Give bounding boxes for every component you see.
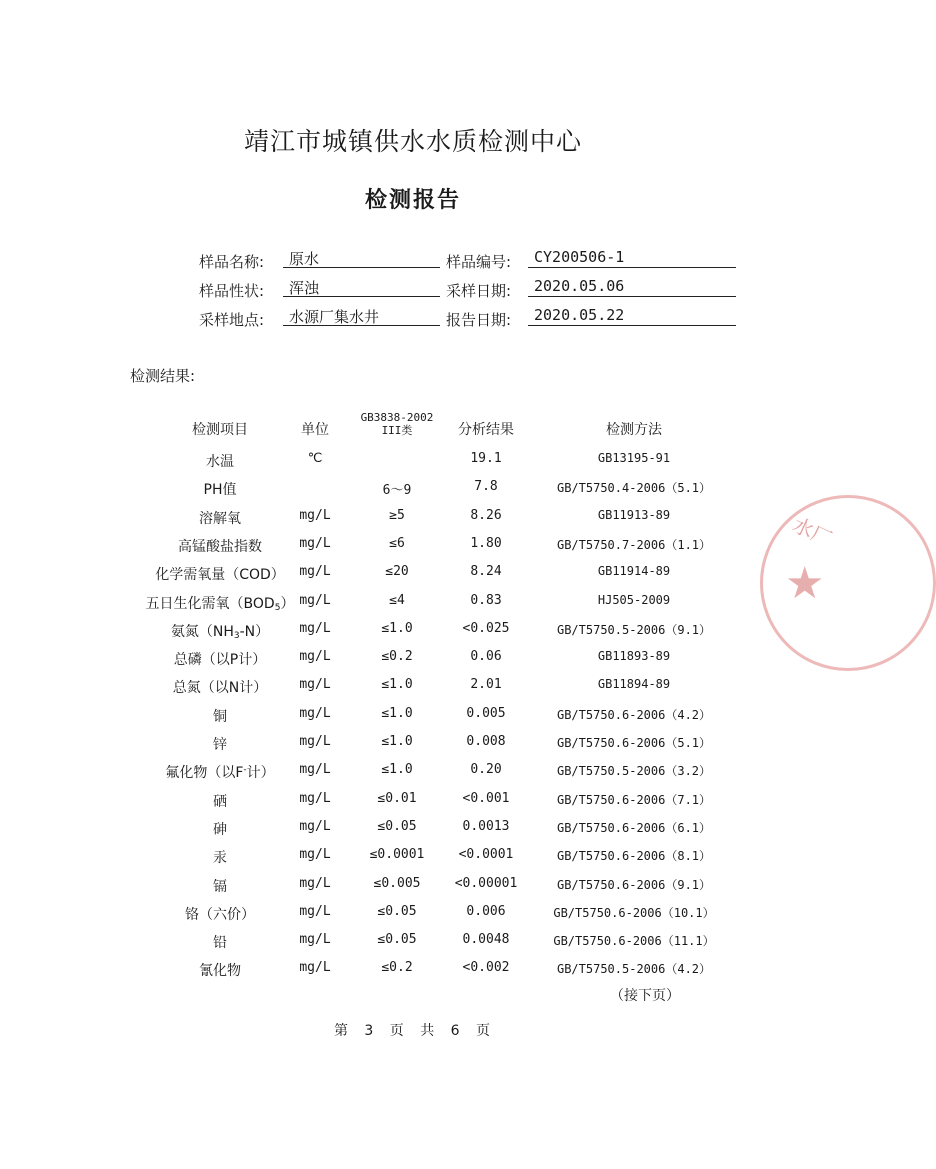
cell-unit: mg/L xyxy=(299,847,331,863)
header-unit: 单位 xyxy=(301,422,329,438)
cell-item-text: 氨氮（NH xyxy=(170,623,234,640)
cell-result: 0.20 xyxy=(470,762,502,778)
cell-unit: mg/L xyxy=(299,903,331,919)
page-footer: 第 3 页 共 6 页 xyxy=(333,1023,493,1039)
cell-method: GB11914-89 xyxy=(597,564,671,579)
cell-standard: ≤1.0 xyxy=(381,705,413,721)
cell-unit: mg/L xyxy=(299,649,331,665)
cell-unit: mg/L xyxy=(299,705,331,721)
table-row xyxy=(0,536,826,564)
sample-number-value: CY200506-1 xyxy=(528,248,736,268)
cell-result: 0.06 xyxy=(470,649,502,665)
cell-standard: ≤4 xyxy=(389,592,405,608)
cell-method: GB/T5750.6-2006（4.2） xyxy=(556,707,712,722)
seal-text: 水厂 xyxy=(789,512,836,552)
cell-result: 0.0013 xyxy=(462,818,510,834)
sample-name-value: 原水 xyxy=(283,248,440,268)
sampling-location-value: 水源厂集水井 xyxy=(283,306,440,326)
report-title: 检测报告 xyxy=(364,188,461,213)
cell-item: 铬（六价） xyxy=(185,906,255,923)
cell-method: GB/T5750.6-2006（8.1） xyxy=(556,849,712,864)
cell-item-text: 氟化物（以F xyxy=(165,765,244,782)
cell-method: GB/T5750.6-2006（11.1） xyxy=(553,934,715,949)
official-seal xyxy=(760,495,936,671)
cell-unit: mg/L xyxy=(299,875,331,891)
table-row xyxy=(0,621,826,649)
report-date-label: 报告日期: xyxy=(446,311,512,329)
sample-state-value: 浑浊 xyxy=(283,277,440,297)
table-row xyxy=(0,734,826,762)
cell-standard: ≤0.005 xyxy=(373,875,421,891)
table-row xyxy=(0,593,826,621)
table-row xyxy=(0,706,826,734)
table-row xyxy=(0,847,826,875)
cell-result: 8.26 xyxy=(470,507,502,523)
cell-method: GB11893-89 xyxy=(597,649,671,664)
cell-method: GB/T5750.4-2006（5.1） xyxy=(556,481,712,496)
cell-result: 8.24 xyxy=(470,564,502,580)
cell-item-subscript: 3 xyxy=(233,630,240,641)
cell-item: 氰化物 xyxy=(199,963,241,980)
table-row xyxy=(0,677,826,705)
cell-method: GB/T5750.5-2006（3.2） xyxy=(556,764,712,779)
cell-method: GB13195-91 xyxy=(597,451,671,465)
table-row xyxy=(0,819,826,847)
table-row xyxy=(0,762,826,790)
cell-result: <0.0001 xyxy=(458,847,514,863)
sampling-date-value: 2020.05.06 xyxy=(528,277,736,297)
cell-item: 砷 xyxy=(213,821,227,838)
header-result: 分析结果 xyxy=(458,422,514,438)
cell-unit: mg/L xyxy=(299,762,331,778)
cell-result: 0.008 xyxy=(466,734,506,749)
cell-unit: mg/L xyxy=(299,932,331,948)
cell-method: GB/T5750.6-2006（5.1） xyxy=(556,736,712,750)
cell-method: GB/T5750.6-2006（7.1） xyxy=(556,792,712,807)
cell-result: <0.025 xyxy=(462,620,510,636)
cell-item-text: -N） xyxy=(239,623,270,640)
cell-method: GB11894-89 xyxy=(597,677,671,692)
table-row xyxy=(0,451,826,479)
results-label: 检测结果: xyxy=(130,367,196,385)
cell-unit: mg/L xyxy=(299,592,331,608)
cell-standard: ≤0.01 xyxy=(377,790,417,806)
cell-method: GB/T5750.6-2006（9.1） xyxy=(556,877,712,892)
cell-method: GB/T5750.6-2006（6.1） xyxy=(556,820,712,835)
cell-standard: 6～9 xyxy=(382,483,412,499)
cell-unit: mg/L xyxy=(299,734,331,749)
cell-standard: ≤1.0 xyxy=(381,734,413,749)
cell-unit: mg/L xyxy=(299,960,331,976)
cell-item: 镉 xyxy=(213,878,227,895)
cell-item: 铅 xyxy=(213,935,227,952)
cell-method: GB/T5750.5-2006（4.2） xyxy=(556,962,712,977)
sample-state-label: 样品性状: xyxy=(199,282,265,300)
cell-item: 汞 xyxy=(213,850,227,867)
cell-result: 19.1 xyxy=(470,451,502,466)
table-row xyxy=(0,791,826,819)
table-row xyxy=(0,649,826,677)
cell-result: <0.00001 xyxy=(454,875,518,891)
cell-unit: mg/L xyxy=(299,564,331,580)
cell-standard: ≤0.05 xyxy=(377,932,417,948)
cell-unit: mg/L xyxy=(299,677,331,693)
table-row xyxy=(0,876,826,904)
cell-item: 铜 xyxy=(213,708,227,725)
cell-unit: mg/L xyxy=(299,507,331,523)
cell-item: 总磷（以P计） xyxy=(173,652,267,669)
cell-standard: ≤6 xyxy=(389,535,405,551)
cell-standard: ≤0.05 xyxy=(377,903,417,919)
cell-method: GB/T5750.6-2006（10.1） xyxy=(553,905,715,920)
cell-result: 1.80 xyxy=(470,535,502,551)
cell-item-text: ） xyxy=(280,595,295,612)
cell-item: 硒 xyxy=(213,793,227,810)
table-row xyxy=(0,904,826,932)
header-standard-line1: GB3838-2002 xyxy=(360,411,434,424)
cell-standard: ≥5 xyxy=(389,507,405,523)
cell-result: 0.0048 xyxy=(462,932,510,948)
sample-name-label: 样品名称: xyxy=(199,253,265,271)
header-method: 检测方法 xyxy=(606,422,662,438)
cell-method: GB/T5750.5-2006（9.1） xyxy=(556,622,712,637)
sampling-date-label: 采样日期: xyxy=(446,282,512,300)
cell-result: 0.006 xyxy=(466,903,506,919)
cell-method: GB11913-89 xyxy=(597,507,671,522)
organization-title: 靖江市城镇供水水质检测中心 xyxy=(243,127,582,156)
cell-unit: mg/L xyxy=(299,620,331,636)
table-row xyxy=(0,508,826,536)
cell-result: 0.005 xyxy=(466,705,506,721)
cell-standard: ≤0.2 xyxy=(381,960,413,976)
cell-item: 化学需氧量（COD） xyxy=(155,567,285,584)
header-item: 检测项目 xyxy=(192,422,248,438)
cell-item: 水温 xyxy=(206,454,234,470)
cell-standard: ≤1.0 xyxy=(381,762,413,778)
cell-item: 锌 xyxy=(213,737,227,753)
cell-item: PH值 xyxy=(203,482,237,499)
cell-result: 7.8 xyxy=(474,479,498,495)
cell-item-subscript: 5 xyxy=(274,602,281,613)
cell-item: 溶解氧 xyxy=(199,510,241,527)
table-row xyxy=(0,960,826,988)
cell-item: 总氮（以N计） xyxy=(172,680,268,697)
cell-unit: ℃ xyxy=(307,451,323,466)
cell-method: HJ505-2009 xyxy=(597,592,671,607)
cell-standard: ≤1.0 xyxy=(381,620,413,636)
table-row xyxy=(0,479,826,507)
cell-item: 高锰酸盐指数 xyxy=(178,538,262,555)
table-row xyxy=(0,932,826,960)
cell-result: <0.001 xyxy=(462,790,510,806)
cell-result: 0.83 xyxy=(470,592,502,608)
table-row xyxy=(0,564,826,592)
cell-standard: ≤20 xyxy=(385,564,409,580)
star-icon: ★ xyxy=(785,558,825,609)
sample-number-label: 样品编号: xyxy=(446,253,512,271)
cell-item-text: 计） xyxy=(246,765,275,782)
cell-unit: mg/L xyxy=(299,790,331,806)
cell-unit: mg/L xyxy=(299,818,331,834)
cell-standard: ≤1.0 xyxy=(381,677,413,693)
cell-standard: ≤0.0001 xyxy=(369,847,425,863)
cell-unit: mg/L xyxy=(299,535,331,551)
cell-result: 2.01 xyxy=(470,677,502,693)
header-standard-line2: III类 xyxy=(381,424,413,437)
cell-method: GB/T5750.7-2006（1.1） xyxy=(556,537,712,552)
cell-item-superscript: - xyxy=(243,765,247,776)
cell-result: <0.002 xyxy=(462,960,510,976)
report-date-value: 2020.05.22 xyxy=(528,306,736,326)
sampling-location-label: 采样地点: xyxy=(199,311,265,329)
continued-note: （接下页） xyxy=(610,988,680,1004)
cell-standard: ≤0.05 xyxy=(377,818,417,834)
cell-standard: ≤0.2 xyxy=(381,649,413,665)
header-standard xyxy=(352,411,442,437)
cell-item-text: 五日生化需氧（BOD xyxy=(145,595,275,612)
